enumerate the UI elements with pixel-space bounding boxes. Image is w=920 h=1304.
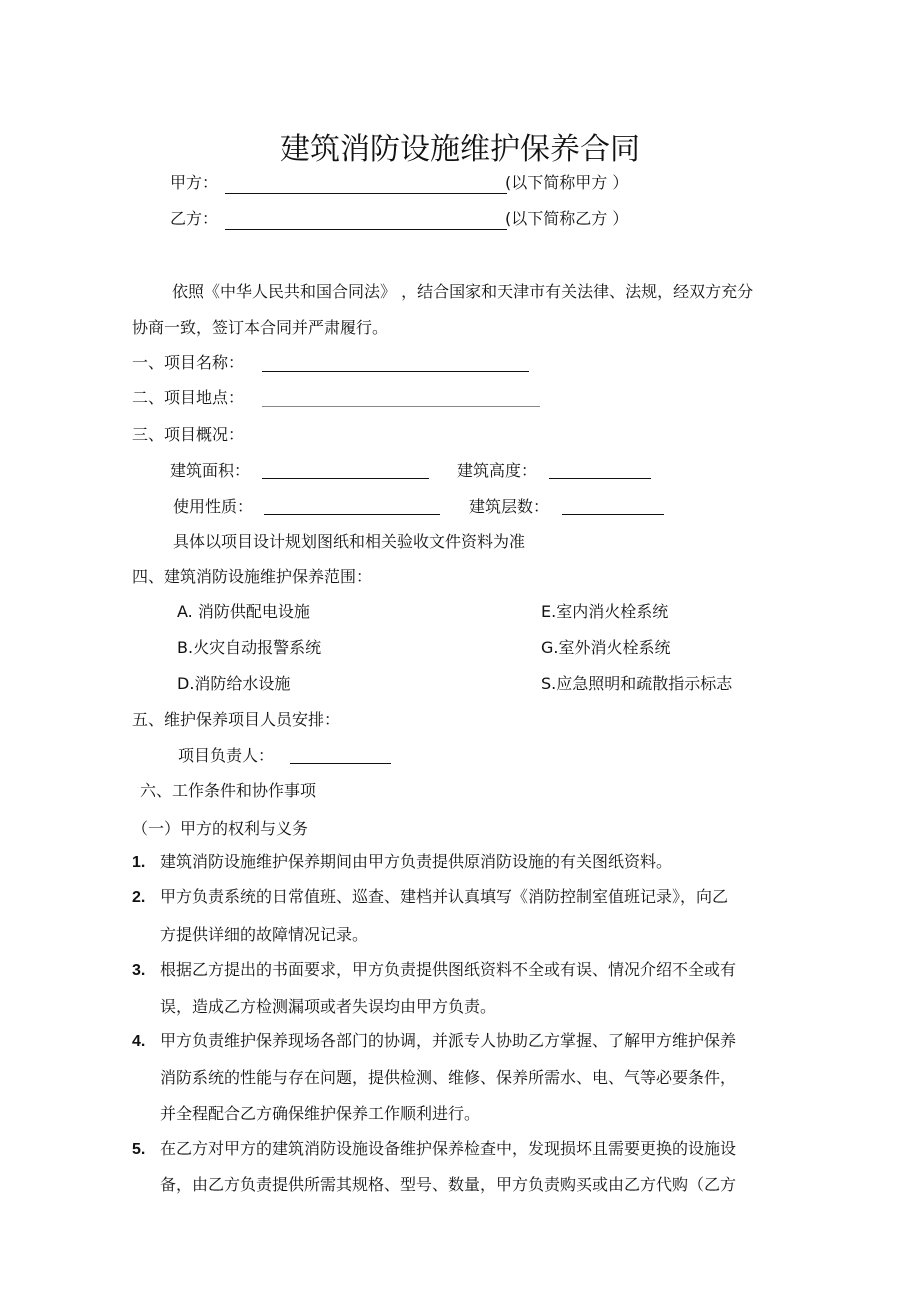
scope-item-e: E.室内消火栓系统 [541, 602, 669, 621]
clause-text: 在乙方对甲方的建筑消防设施设备维护保养检查中，发现损坏且需要更换的设施设 [160, 1139, 737, 1158]
building-area-blank [262, 478, 429, 479]
project-location-blank [262, 406, 540, 407]
party-a-suffix: (以下简称甲方 ） [505, 173, 629, 192]
section-3-label: 三、项目概况： [132, 425, 245, 444]
floors-label: 建筑层数： [469, 497, 550, 516]
section-6-sub-1: （一）甲方的权利与义务 [132, 819, 309, 838]
clause-number: 2. [132, 889, 146, 906]
party-b-blank [225, 229, 507, 230]
clause-3-line-1 [132, 960, 736, 981]
party-b-label: 乙方： [170, 209, 219, 228]
preamble-line-1: 依照《中华人民共和国合同法》 ，结合国家和天津市有关法律、法规，经双方充分 [172, 282, 754, 301]
building-height-blank [549, 478, 651, 479]
section-2-label: 二、项目地点： [132, 388, 245, 407]
section-5-label: 五、维护保养项目人员安排： [132, 710, 341, 729]
clause-text: 甲方负责维护保养现场各部门的协调，并派专人协助乙方掌握、了解甲方维护保养 [160, 1031, 737, 1050]
clause-text: 根据乙方提出的书面要求，甲方负责提供图纸资料不全或有误、情况介绍不全或有 [160, 960, 737, 979]
clause-number: 1. [132, 854, 146, 871]
clause-1 [132, 852, 672, 873]
section-6-label: 六、工作条件和协作事项 [140, 781, 317, 800]
clause-number: 5. [132, 1141, 146, 1158]
clause-text: 建筑消防设施维护保养期间由甲方负责提供原消防设施的有关图纸资料。 [160, 852, 673, 871]
usage-blank [264, 514, 440, 515]
clause-2-line-2: 方提供详细的故障情况记录。 [160, 925, 369, 944]
usage-label: 使用性质： [173, 497, 254, 516]
clause-4-line-2: 消防系统的性能与存在问题，提供检测、维修、保养所需水、电、气等必要条件， [160, 1068, 737, 1087]
clause-4-line-3: 并全程配合乙方确保维护保养工作顺利进行。 [160, 1104, 481, 1123]
document-title: 建筑消防设施维护保养合同 [280, 132, 640, 167]
building-height-label: 建筑高度： [457, 461, 538, 480]
project-manager-blank [290, 763, 391, 764]
party-a-blank [225, 193, 507, 194]
clause-number: 3. [132, 962, 146, 979]
preamble-line-2: 协商一致，签订本合同并严肃履行。 [132, 318, 389, 337]
party-a-label: 甲方： [170, 173, 219, 192]
clause-number: 4. [132, 1033, 146, 1050]
section-1-label: 一、项目名称： [132, 353, 245, 372]
project-name-blank [262, 371, 529, 372]
clause-3-line-2: 误，造成乙方检测漏项或者失误均由甲方负责。 [160, 997, 497, 1016]
clause-4-line-1 [132, 1031, 736, 1052]
clause-5-line-2: 备，由乙方负责提供所需其规格、型号、数量，甲方负责购买或由乙方代购（乙方 [160, 1175, 737, 1194]
building-area-label: 建筑面积： [170, 461, 251, 480]
floors-blank [562, 514, 664, 515]
project-manager-label: 项目负责人： [178, 746, 275, 765]
section-3-note: 具体以项目设计规划图纸和相关验收文件资料为准 [173, 532, 526, 551]
scope-item-s: S.应急照明和疏散指示标志 [541, 674, 733, 693]
scope-item-d: D.消防给水设施 [177, 674, 291, 693]
section-4-label: 四、建筑消防设施维护保养范围： [132, 567, 373, 586]
scope-item-a: A. 消防供配电设施 [177, 602, 310, 621]
clause-2-line-1 [132, 887, 728, 908]
clause-5-line-1 [132, 1139, 736, 1160]
scope-item-b: B.火灾自动报警系统 [177, 638, 322, 657]
party-b-suffix: (以下简称乙方 ） [505, 209, 629, 228]
clause-text: 甲方负责系统的日常值班、巡查、建档并认真填写《消防控制室值班记录》，向乙 [160, 887, 729, 906]
scope-item-g: G.室外消火栓系统 [541, 638, 671, 657]
